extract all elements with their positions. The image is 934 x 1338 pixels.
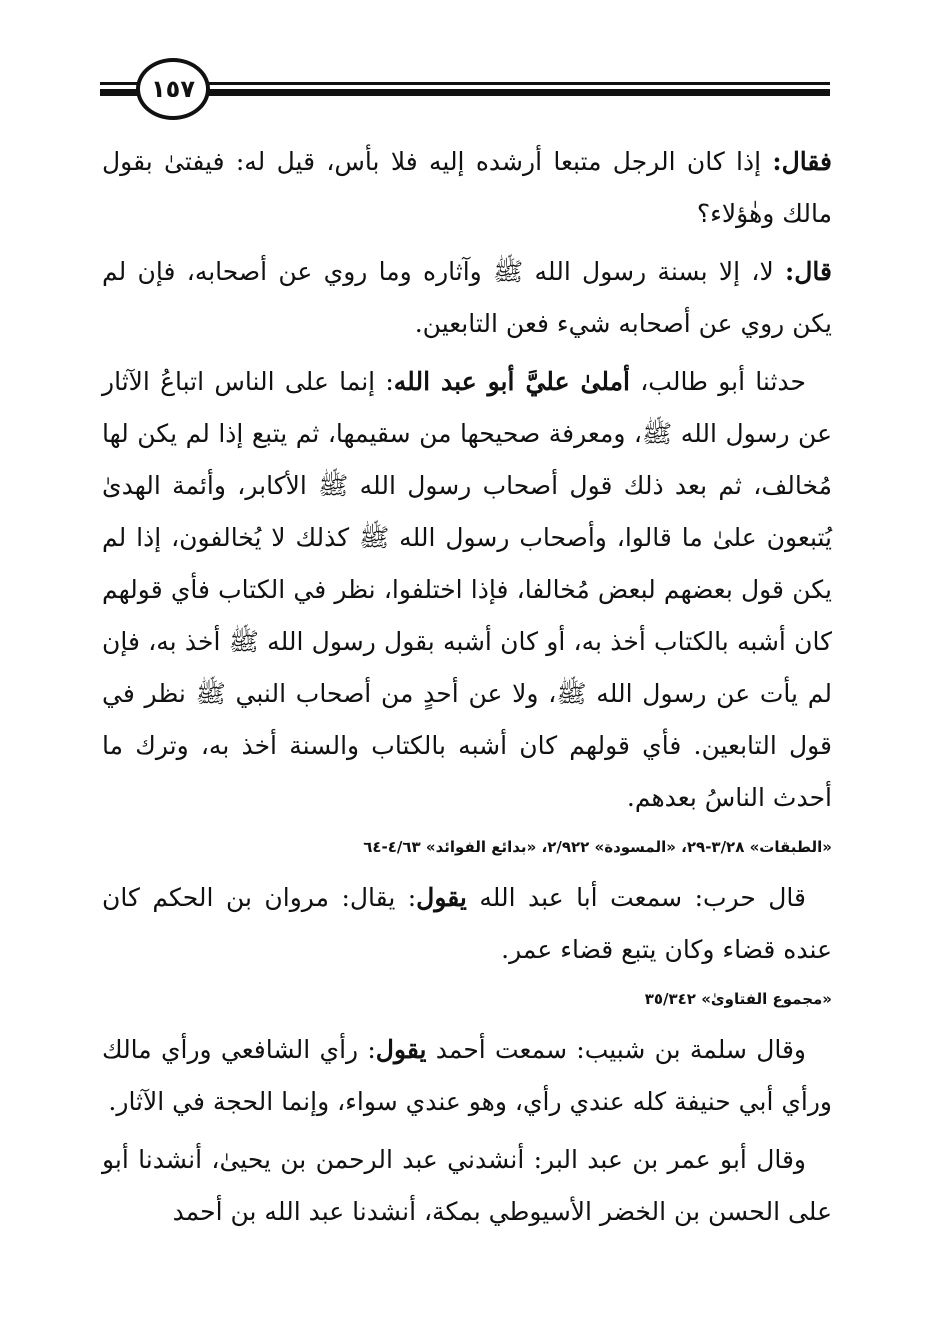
paragraph-lead: فقال: xyxy=(772,147,832,176)
paragraph xyxy=(102,356,832,824)
paragraph-lead: قال: xyxy=(785,257,832,286)
page-header xyxy=(100,58,830,124)
source-citation: «مجموع الفتاوىٰ» ٣٥/٣٤٢ xyxy=(644,990,832,1008)
page-number: ١٥٧ xyxy=(136,58,210,120)
paragraph xyxy=(102,246,832,350)
paragraph-pre: قال حرب: سمعت أبا عبد الله xyxy=(466,883,806,912)
paragraph xyxy=(102,1134,832,1238)
page-body xyxy=(102,136,832,1244)
paragraph-text: : إنما على الناس اتباعُ الآثار عن رسول الله ﷺ، ومعرفة صحيحها من سقيمها، ثم يتبع إذا لم يكن لها مُخالف، ثم بعد ذلك قول أصحاب رسول الله ﷺ الأكابر، وأئمة الهدىٰ يُتبعون علىٰ ما قالوا، وأصحاب رسول الله ﷺ كذلك لا يُخالفون، إذا لم يكن قول بعضهم لبعض مُخالفا، فإذا اختلفوا، نظر في الكتاب فأي قولهم كان أشبه بالكتاب أخذ به، أو كان أشبه بقول رسول الله ﷺ أخذ به، فإن لم يأت عن رسول الله ﷺ، ولا عن أحدٍ من أصحاب النبي ﷺ نظر في قول التابعين. فأي قولهم كان أشبه بالكتاب والسنة أخذ به، وترك ما أحدث الناسُ بعدهم. xyxy=(102,367,832,812)
paragraph xyxy=(102,136,832,240)
header-rule xyxy=(160,89,830,96)
paragraph-lead: يقول xyxy=(375,1035,427,1064)
paragraph-lead: يقول xyxy=(416,883,467,912)
paragraph-text: لا، إلا بسنة رسول الله ﷺ وآثاره وما روي عن أصحابه، فإن لم يكن روي عن أصحابه شيء فعن التابعين. xyxy=(102,257,832,338)
header-rule xyxy=(160,82,830,85)
header-rule xyxy=(100,89,140,96)
paragraph-text: : رأي الشافعي ورأي مالك ورأي أبي حنيفة كله عندي رأي، وهو عندي سواء، وإنما الحجة في الآثار. xyxy=(102,1035,832,1116)
paragraph-text: إذا كان الرجل متبعا أرشده إليه فلا بأس، قيل له: فيفتىٰ بقول مالك وهٰؤلاء؟ xyxy=(102,147,832,228)
paragraph-pre: وقال سلمة بن شبيب: سمعت أحمد xyxy=(426,1035,806,1064)
paragraph-lead: أملىٰ عليَّ أبو عبد الله xyxy=(393,367,630,396)
header-rule xyxy=(100,82,140,85)
paragraph xyxy=(102,872,832,976)
paragraph-pre: حدثنا أبو طالب، xyxy=(629,367,806,396)
paragraph-text: وقال أبو عمر بن عبد البر: أنشدني عبد الرحمن بن يحيىٰ، أنشدنا أبو على الحسن بن الخضر الأسيوطي بمكة، أنشدنا عبد الله بن أحمد xyxy=(102,1145,832,1226)
paragraph-text: : يقال: مروان بن الحكم كان عنده قضاء وكان يتبع قضاء عمر. xyxy=(102,883,832,964)
source-citation: «الطبقات» ٣/٢٨-٢٩، «المسودة» ٢/٩٢٢، «بدائع الفوائد» ٤/٦٣-٦٤ xyxy=(363,838,832,856)
paragraph xyxy=(102,1024,832,1128)
